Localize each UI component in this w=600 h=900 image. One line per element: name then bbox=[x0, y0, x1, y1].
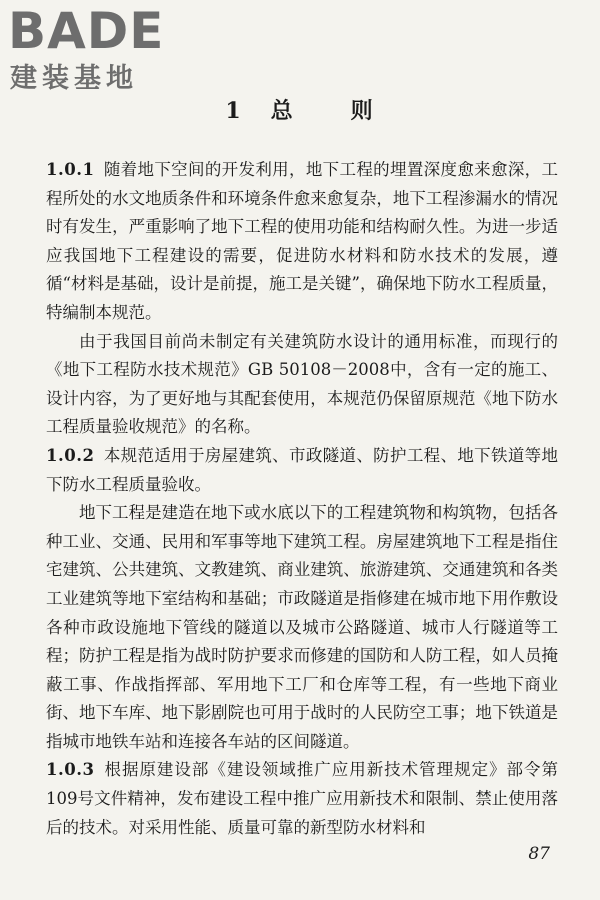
logo-subtitle: 建装基地 bbox=[10, 63, 138, 94]
paragraph-text: 本规范适用于房屋建筑、市政隧道、防护工程、地下铁道等地下防水工程质量验收。 bbox=[46, 445, 558, 494]
clause-1-0-2 bbox=[46, 442, 558, 499]
clause-1-0-2-note bbox=[46, 499, 558, 756]
chapter-title-part2: 则 bbox=[350, 98, 375, 124]
chapter-number: 1 bbox=[225, 98, 243, 124]
logo-wordmark: BADE bbox=[8, 4, 165, 60]
bade-logo bbox=[8, 4, 183, 94]
paragraph-text: 随着地下空间的开发利用，地下工程的埋置深度愈来愈深，工程所处的水文地质条件和环境条件愈来愈复杂，地下工程渗漏水的情况时有发生，严重影响了地下工程的使用功能和结构耐久性。为进一步适应我国地下工程建设的需要，促进防水材料和防水技术的发展，遵循“材料是基础，设计是前提，施工是关键”，确保地下防水工程质量，特编制本规范。 bbox=[46, 160, 558, 322]
chapter-title-part1: 总 bbox=[270, 98, 295, 124]
clause-1-0-3 bbox=[46, 756, 558, 842]
clause-number: 1.0.2 bbox=[46, 445, 95, 465]
paragraph-text: 由于我国目前尚未制定有关建筑防水设计的通用标准，而现行的《地下工程防水技术规范》GB 50108－2008中，含有一定的施工、设计内容，为了更好地与其配套使用，本规范仍保留原规范《地下防水工程质量验收规范》的名称。 bbox=[46, 331, 558, 437]
document-body bbox=[46, 156, 558, 842]
logo-graphic bbox=[8, 4, 183, 94]
clause-number: 1.0.1 bbox=[46, 160, 95, 179]
clause-1-0-1-note bbox=[46, 328, 558, 442]
paragraph-text: 根据原建设部《建设领域推广应用新技术管理规定》部令第109号文件精神，发布建设工程中推广应用新技术和限制、禁止使用落后的技术。对采用性能、质量可靠的新型防水材料和 bbox=[46, 760, 558, 837]
paragraph-text: 地下工程是建造在地下或水底以下的工程建筑物和构筑物，包括各种工业、交通、民用和军事等地下建筑工程。房屋建筑地下工程是指住宅建筑、公共建筑、文教建筑、商业建筑、旅游建筑、交通建筑和各类工业建筑等地下室结构和基础；市政隧道是指修建在城市地下用作敷设各种市政设施地下管线的隧道以及城市公路隧道、城市人行隧道等工程；防护工程是指为战时防护要求而修建的国防和人防工程，如人员掩蔽工事、作战指挥部、军用地下工厂和仓库等工程，有一些地下商业街、地下车库、地下影剧院也可用于战时的人民防空工事；地下铁道是指城市地铁车站和连接各车站的区间隧道。 bbox=[46, 503, 558, 751]
chapter-title bbox=[0, 94, 600, 125]
page-number: 87 bbox=[528, 844, 550, 864]
clause-1-0-1 bbox=[46, 156, 558, 328]
clause-number: 1.0.3 bbox=[46, 760, 95, 780]
